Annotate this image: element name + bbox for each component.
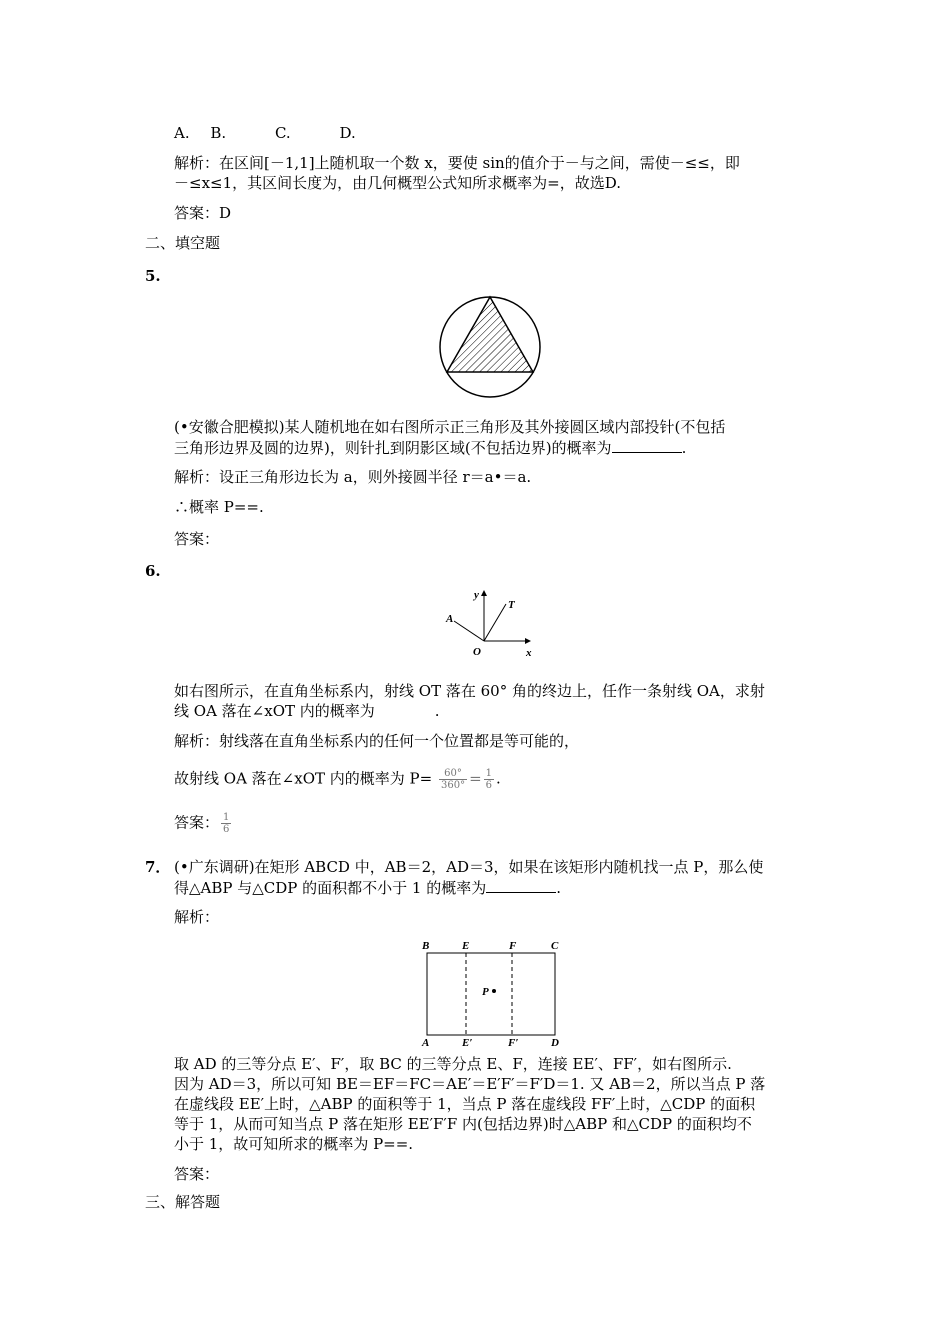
q5-question-line1: (•安徽合肥模拟)某人随机地在如右图所示正三角形及其外接圆区域内部投针(不包括 bbox=[174, 418, 726, 436]
label-x: x bbox=[526, 647, 532, 659]
q5-question-text: 三角形边界及圆的边界)，则针扎到阴影区域(不包括边界)的概率为 bbox=[174, 439, 612, 457]
frac-denominator: 360° bbox=[440, 780, 466, 791]
q7-analysis: 解析： bbox=[174, 908, 220, 926]
q5-therefore: ∴概率 P==. bbox=[174, 498, 264, 516]
q7-solution-line5: 小于 1，故可知所求的概率为 P==. bbox=[174, 1135, 414, 1153]
q7-question-line2 bbox=[174, 878, 561, 897]
y-axis-arrow-icon bbox=[481, 590, 487, 596]
q6-analysis: 解析：射线落在直角坐标系内的任何一个位置都是等可能的， bbox=[174, 732, 580, 750]
q7-question-text: 得△ABP 与△CDP 的面积都不小于 1 的概率为 bbox=[174, 879, 487, 897]
q6-prob-end: . bbox=[496, 769, 501, 788]
rectangle-abcd bbox=[427, 953, 555, 1035]
q5-analysis: 解析：设正三角形边长为 a，则外接圆半径 r＝a•＝a. bbox=[174, 468, 532, 486]
fraction-60-360 bbox=[439, 768, 467, 791]
label-b: B bbox=[422, 940, 430, 952]
answer-fraction bbox=[221, 812, 231, 835]
q6-question-line2 bbox=[174, 702, 440, 720]
q6-probability bbox=[174, 768, 501, 791]
section-title-solve: 三、解答题 bbox=[145, 1193, 221, 1211]
q7-number: 7． bbox=[145, 858, 171, 876]
q4-answer: 答案：D bbox=[174, 204, 232, 222]
q7-question-end: . bbox=[556, 879, 562, 897]
q5-number: 5. bbox=[145, 267, 161, 285]
frac-denominator: 6 bbox=[223, 824, 230, 835]
equals-sign: = bbox=[469, 769, 482, 788]
answer-blank bbox=[612, 438, 682, 453]
label-t: T bbox=[508, 599, 515, 611]
q4-options bbox=[174, 124, 356, 142]
label-e-prime: E′ bbox=[462, 1037, 473, 1048]
shaded-triangle bbox=[447, 297, 533, 372]
frac-numerator: 1 bbox=[485, 768, 493, 779]
q6-question-line1: 如右图所示，在直角坐标系内，射线 OT 落在 60° 角的终边上，任作一条射线 OA，求射 bbox=[174, 682, 765, 700]
q4-analysis-line1: 解析：在区间[－1,1]上随机取一个数 x，要使 sin的值介于－与之间，需使－≤≤，即 bbox=[174, 154, 740, 172]
q7-answer: 答案： bbox=[174, 1165, 220, 1183]
frac-numerator: 60° bbox=[439, 768, 467, 780]
section-title-fill-in: 二、填空题 bbox=[145, 234, 221, 252]
label-f-prime: F′ bbox=[508, 1037, 519, 1048]
x-axis-arrow-icon bbox=[525, 638, 531, 644]
rectangle-figure bbox=[418, 938, 566, 1048]
frac-denominator: 6 bbox=[485, 780, 493, 791]
q6-answer bbox=[174, 812, 233, 835]
q7-question-line1: (•广东调研)在矩形 ABCD 中，AB＝2，AD＝3，如果在该矩形内随机找一点 P，那么使 bbox=[174, 858, 764, 876]
option-b: B. bbox=[210, 124, 227, 142]
q6-prob-text: 故射线 OA 落在∠xOT 内的概率为 P= bbox=[174, 769, 433, 788]
circle-triangle-figure bbox=[437, 294, 543, 400]
point-p bbox=[492, 989, 496, 993]
q7-solution-line4: 等于 1，从而可知当点 P 落在矩形 EE′F′F 内(包括边界)时△ABP 和△CDP 的面积均不 bbox=[174, 1115, 752, 1133]
label-d: D bbox=[551, 1037, 559, 1048]
option-c: C. bbox=[274, 124, 291, 142]
label-e: E bbox=[462, 940, 470, 952]
q5-question-line2 bbox=[174, 438, 686, 457]
label-f: F bbox=[509, 940, 517, 952]
label-a: A bbox=[446, 613, 454, 625]
coordinate-rays-figure bbox=[440, 586, 540, 660]
option-a: A. bbox=[174, 124, 190, 142]
label-o: O bbox=[473, 646, 481, 658]
ray-oa bbox=[454, 621, 484, 641]
q6-answer-label: 答案： bbox=[174, 813, 220, 832]
label-y: y bbox=[474, 589, 479, 601]
ray-ot bbox=[484, 604, 506, 641]
q5-answer: 答案： bbox=[174, 530, 220, 548]
q5-question-end: . bbox=[681, 439, 687, 457]
q6-question-end: . bbox=[434, 702, 440, 720]
label-p: P bbox=[482, 986, 489, 998]
q6-question-text: 线 OA 落在∠xOT 内的概率为 bbox=[174, 702, 375, 720]
answer-blank bbox=[486, 878, 556, 893]
q7-solution-line2: 因为 AD＝3，所以可知 BE＝EF＝FC＝AE′＝E′F′＝F′D＝1. 又 AB＝2，所以当点 P 落 bbox=[174, 1075, 766, 1093]
fraction-1-6 bbox=[484, 768, 494, 791]
label-c: C bbox=[551, 940, 559, 952]
frac-numerator: 1 bbox=[223, 812, 230, 823]
q6-number: 6. bbox=[145, 562, 161, 580]
q4-analysis-line2: －≤x≤1，其区间长度为，由几何概型公式知所求概率为=，故选D. bbox=[174, 174, 621, 192]
option-d: D. bbox=[339, 124, 356, 142]
q7-solution-line3: 在虚线段 EE′上时，△ABP 的面积等于 1，当点 P 落在虚线段 FF′上时，△CDP 的面积 bbox=[174, 1095, 756, 1113]
label-a: A bbox=[422, 1037, 430, 1048]
q7-solution-line1: 取 AD 的三等分点 E′、F′，取 BC 的三等分点 E、F，连接 EE′、FF′，如右图所示. bbox=[174, 1055, 732, 1073]
